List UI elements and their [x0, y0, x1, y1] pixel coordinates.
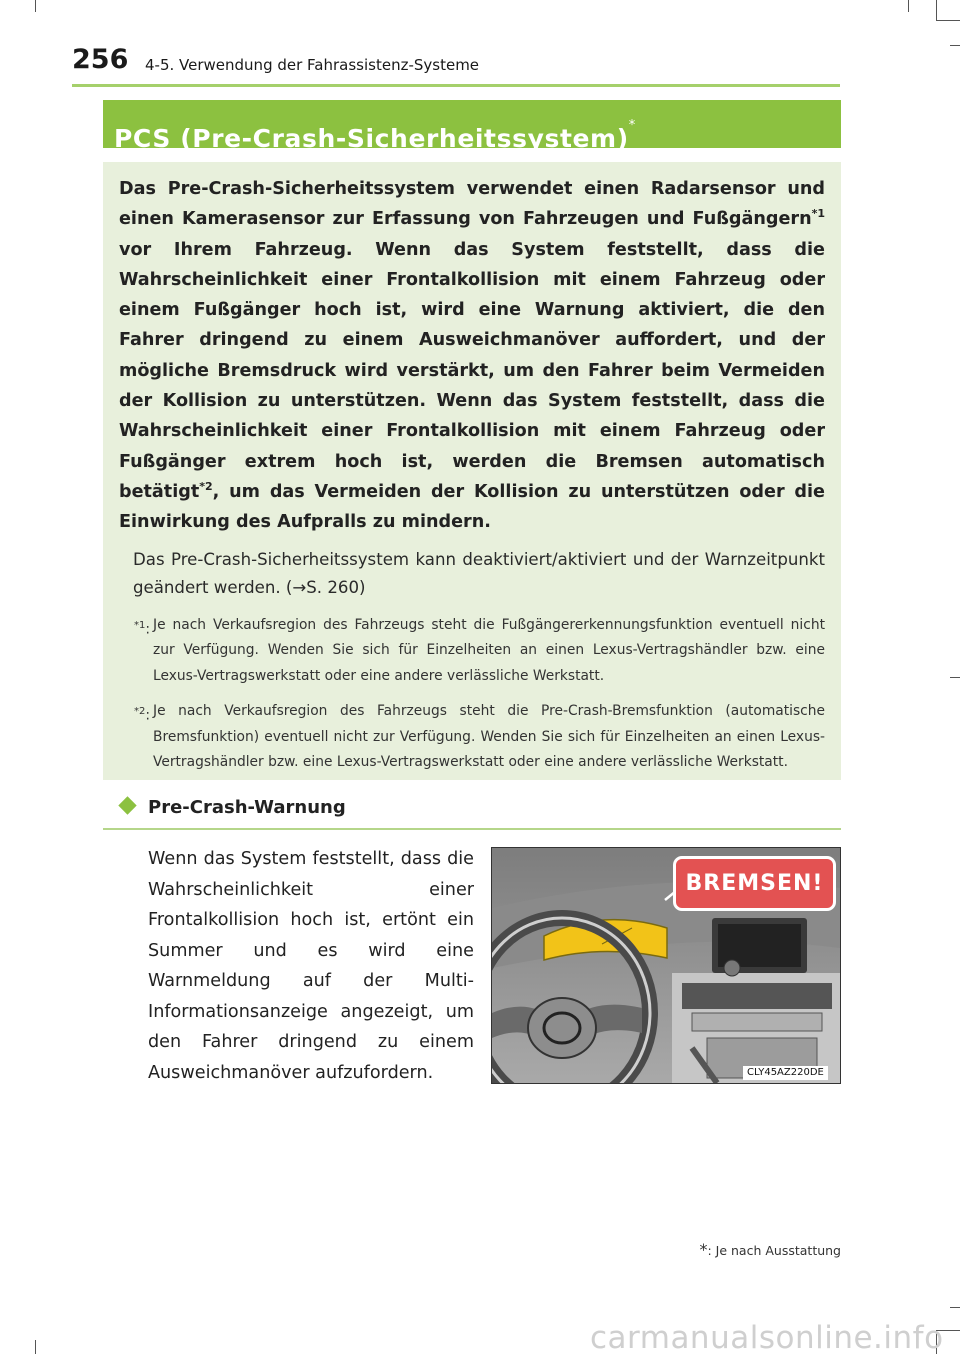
- chapter-title: 4-5. Verwendung der Fahrassistenz-Systeme: [145, 56, 480, 74]
- footnote-marker-text: *1: [133, 619, 146, 631]
- intro-text-part: vor Ihrem Fahrzeug. Wenn das System feststellt, dass die Wahrscheinlichkeit einer Frontalkollision mit einem Fahrzeug oder einem Fußgänger hoch ist, wird eine Warnung aktiviert, die den Fahrer dringend zu einem Ausweichmanöver auffordert, und der mögliche Bremsdruck wird verstärkt, um den Fahrer beim Vermeiden der Kollision zu unterstützen. Wenn das System feststellt, dass die Wahrscheinlichkeit einer Frontalkollision mit einem Fahrzeug oder Fußgänger extrem hoch ist, werden die Bremsen automatisch betätigt: [119, 239, 825, 502]
- warning-label: BREMSEN!: [673, 856, 836, 911]
- footnote-item: [119, 613, 825, 690]
- subsection-rule: [103, 828, 841, 830]
- diamond-bullet-icon: [118, 796, 136, 814]
- section-title: PCS (Pre-Crash-Sicherheitssystem): [114, 124, 629, 153]
- figure-code: CLY45AZ220DE: [743, 1066, 828, 1080]
- section-title-star: *: [628, 118, 636, 133]
- section-title-bar: [103, 100, 841, 153]
- page-header: [0, 0, 960, 90]
- watermark: carmanualsonline.info: [590, 1320, 944, 1356]
- footnote-text: Je nach Verkaufsregion des Fahrzeugs steht die Fußgängererkennungsfunktion eventuell nicht zur Verfügung. Wenden Sie sich für Einzelheiten an einen Lexus-Vertragshändler bzw. eine Lexus-Vertragswerkstatt oder eine andere verlässliche Werkstatt.: [153, 616, 825, 684]
- intro-text-part: Das Pre-Crash-Sicherheitssystem verwendet einen Radarsensor und einen Kamerasensor zur Erfassung von Fahrzeugen und Fußgängern: [119, 179, 825, 230]
- page-footnote: [699, 1240, 841, 1259]
- footnote-text: Je nach Verkaufsregion des Fahrzeugs steht die Pre-Crash-Bremsfunktion (automatische Bremsfunktion) eventuell nicht zur Verfügung. Wenden Sie sich für Einzelheiten an einen Lexus-Vertragshändler bzw. eine Lexus-Vertragswerkstatt oder eine andere verlässliche Werkstatt.: [153, 703, 825, 771]
- intro-paragraph: [119, 174, 825, 538]
- intro-box: [103, 162, 841, 780]
- footnote-item: [119, 699, 825, 776]
- page-number: 256: [72, 44, 129, 75]
- footnote-marker: $^{*1}$:: [133, 619, 150, 638]
- subsection-body: Wenn das System feststellt, dass die Wahrscheinlichkeit einer Frontalkollision hoch ist, ertönt ein Summer und es wird eine Warnmeldung auf der Multi-Informationsanzeige angezeigt, um den Fahrer dringend zu einem Ausweichmanöver aufzufordern.: [148, 849, 474, 1083]
- subsection-heading: [118, 797, 346, 818]
- crop-mark: [950, 1307, 960, 1308]
- crop-mark: [35, 1340, 36, 1354]
- intro-note: Das Pre-Crash-Sicherheitssystem kann deaktiviert/aktiviert und der Warnzeitpunkt geändert werden. (→S. 260): [133, 549, 825, 598]
- intro-text-part: , um das Vermeiden der Kollision zu unterstützen oder die Einwirkung des Aufpralls zu mindern.: [119, 481, 825, 533]
- footnote-marker-text: *2: [133, 706, 146, 718]
- footnote-text: : Je nach Ausstattung: [707, 1243, 841, 1258]
- subsection-heading-text: Pre-Crash-Warnung: [148, 797, 346, 818]
- footnote-ref-1: *1: [811, 207, 825, 221]
- footnote-ref-2: *2: [199, 480, 213, 494]
- footnote-star: *: [699, 1240, 708, 1259]
- footnote-marker: $^{*2}$:: [133, 706, 150, 724]
- crop-mark: [950, 677, 960, 678]
- header-rule: [72, 84, 840, 87]
